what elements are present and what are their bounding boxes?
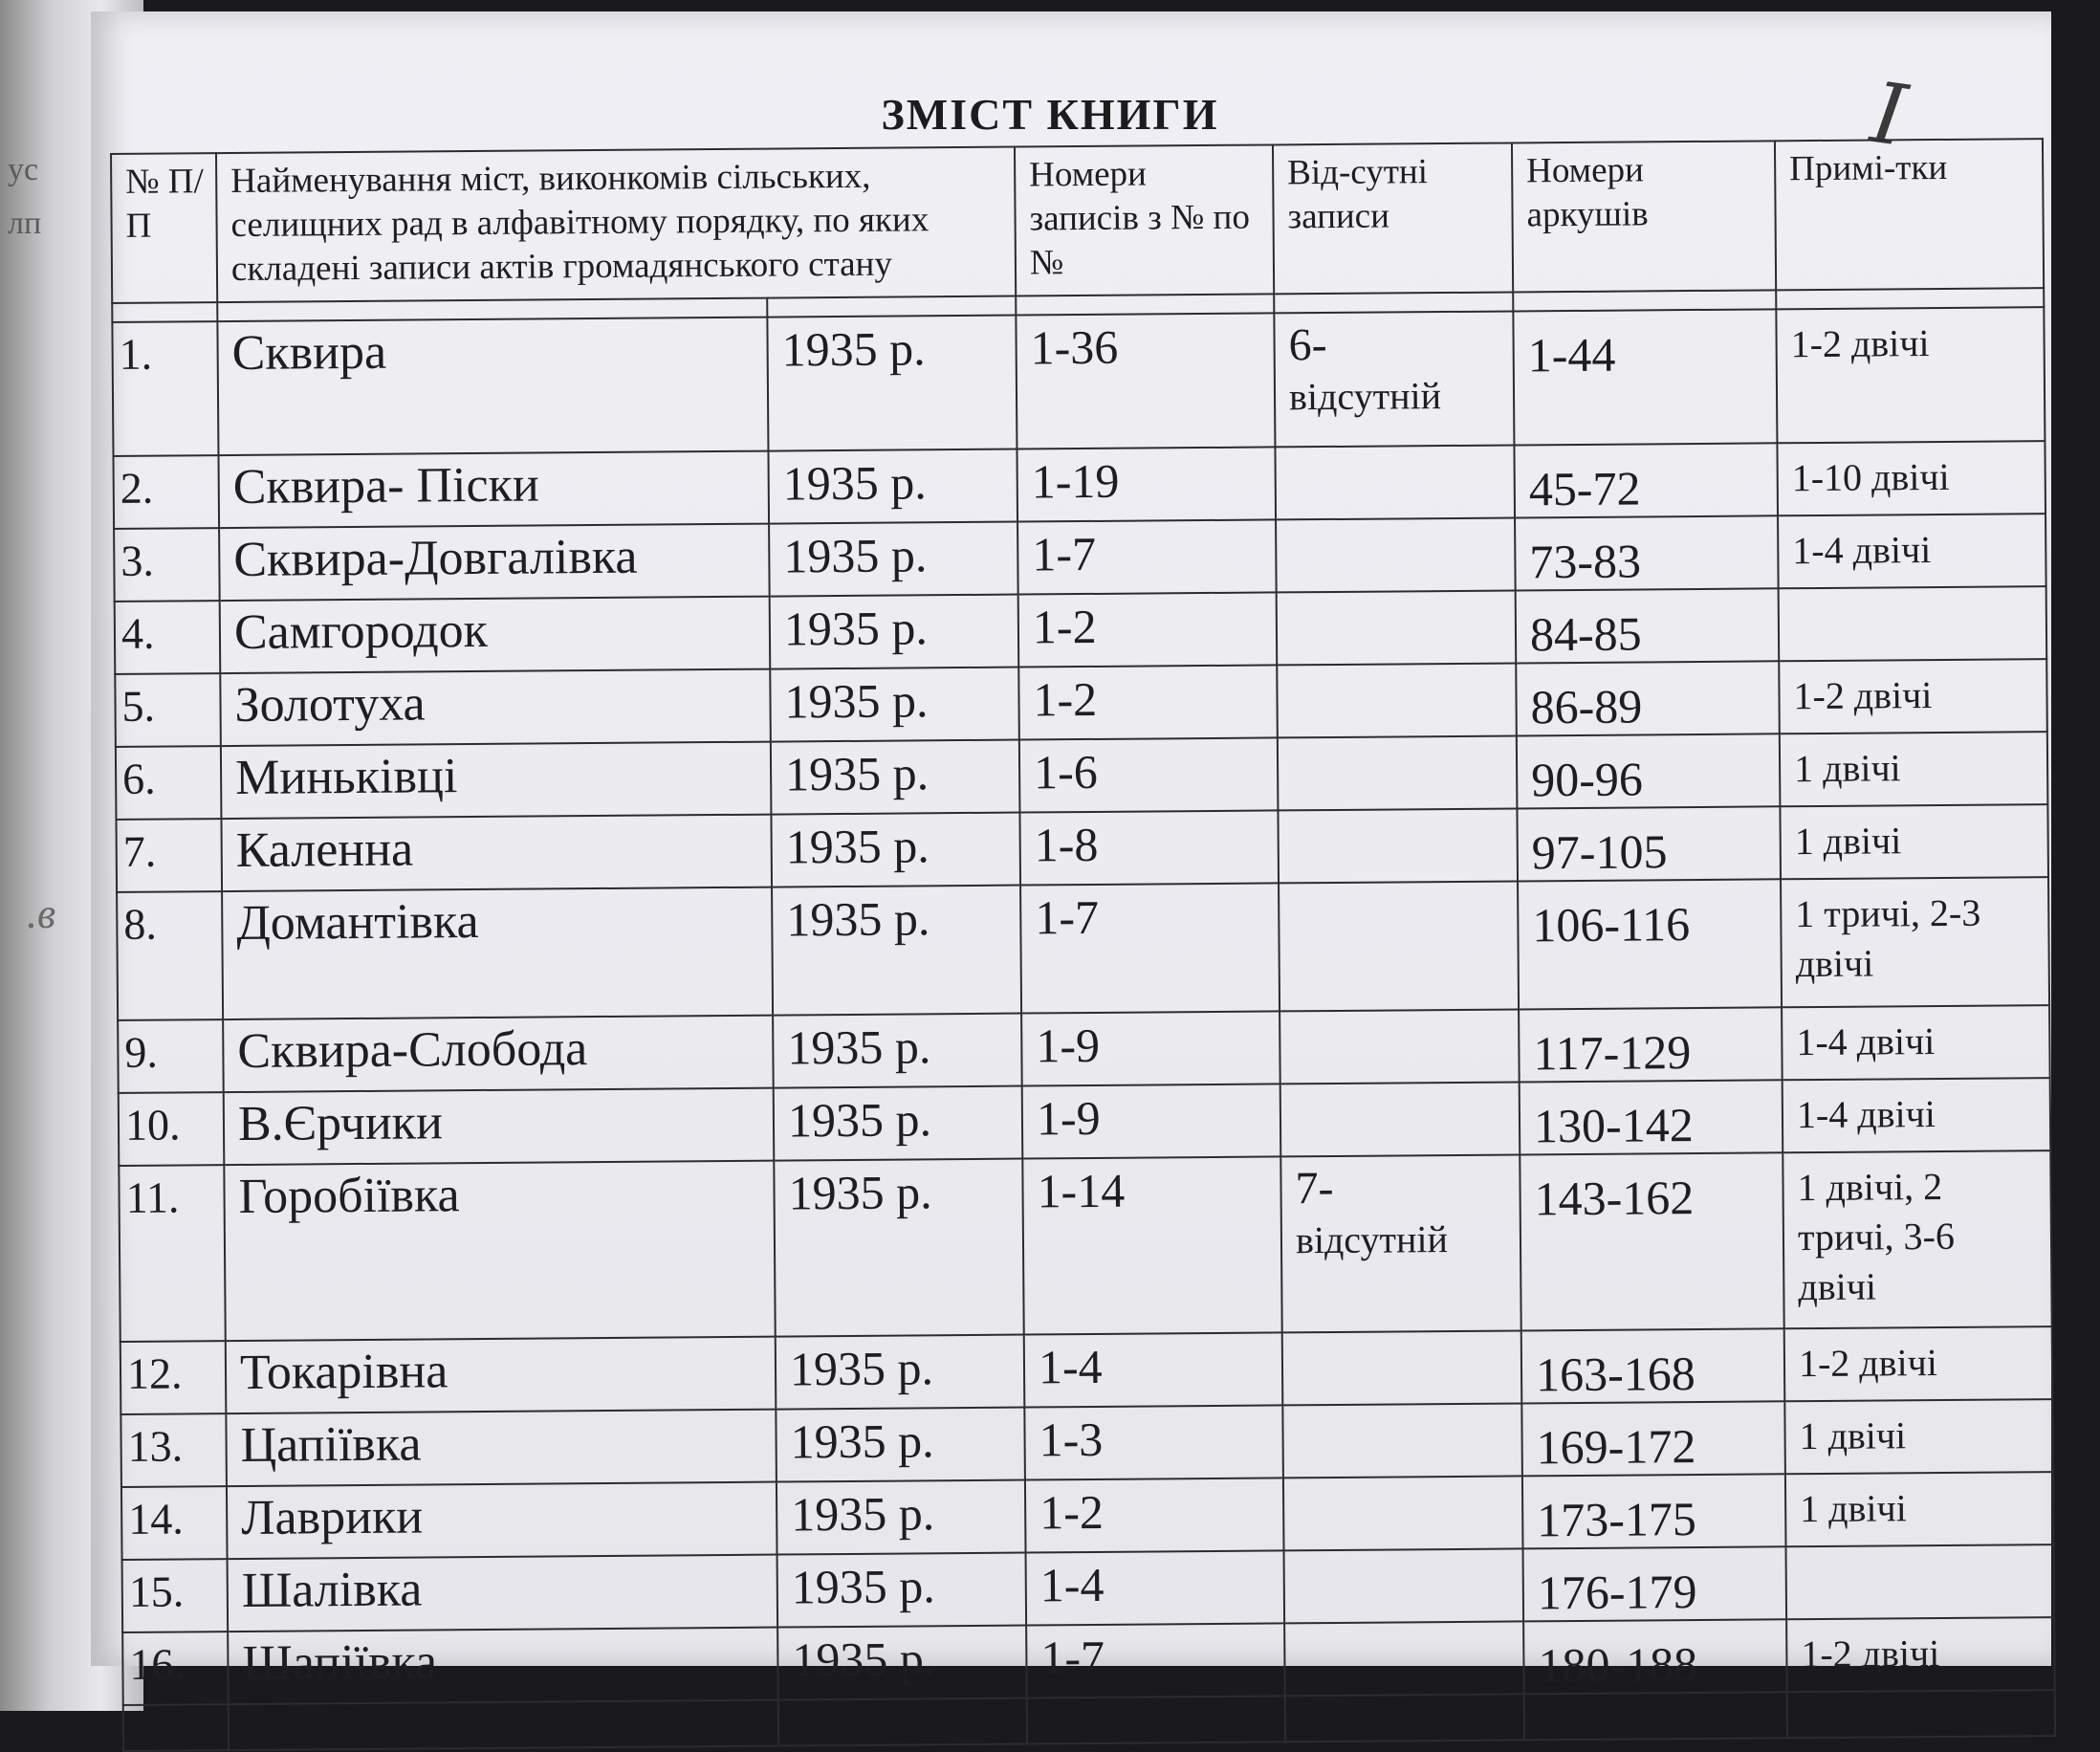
row-missing xyxy=(1280,1009,1520,1084)
row-num: 3. xyxy=(114,528,220,602)
row-missing-sub xyxy=(1291,596,1505,598)
row-year: 1935 р. xyxy=(776,1335,1025,1410)
row-notes: 1-4 двічі xyxy=(1783,1078,2051,1152)
contents-table xyxy=(110,138,2056,1752)
row-missing-sub xyxy=(1294,1015,1508,1017)
row-year: 1935 р. xyxy=(769,522,1018,597)
row-name: Шалівка xyxy=(228,1555,778,1632)
row-num: 2. xyxy=(113,455,219,529)
left-margin-marks xyxy=(8,143,41,251)
row-sheets: 84-85 xyxy=(1516,588,1780,663)
row-records: 1-4 xyxy=(1024,1332,1283,1407)
row-sheets: 45-72 xyxy=(1514,443,1778,517)
row-missing xyxy=(1282,1403,1522,1478)
header-num: № П/П xyxy=(111,153,217,303)
row-records: 1-7 xyxy=(1020,883,1280,1013)
row-notes: 1-2 двічі xyxy=(1784,1326,2053,1401)
row-year: 1935 р. xyxy=(777,1626,1027,1700)
row-sheets: 176-179 xyxy=(1523,1546,1787,1621)
row-records: 1-14 xyxy=(1022,1156,1281,1334)
row-num: 14. xyxy=(121,1486,228,1560)
row-num: 8. xyxy=(117,891,223,1020)
row-records: 1-2 xyxy=(1018,592,1278,667)
row-sheets: 163-168 xyxy=(1521,1328,1785,1403)
row-sheets: 117-129 xyxy=(1519,1007,1783,1082)
row-records: 1-4 xyxy=(1026,1550,1285,1625)
row-num: 1. xyxy=(112,321,218,456)
header-records: Номери записів з № по № xyxy=(1015,144,1274,296)
row-sheets: 143-162 xyxy=(1520,1152,1783,1330)
row-name: Самгородок xyxy=(220,597,771,674)
row-missing xyxy=(1279,881,1519,1011)
row-notes: 1-10 двічі xyxy=(1777,441,2045,515)
row-num: 7. xyxy=(116,819,222,892)
row-name: Цапіївка xyxy=(226,1410,777,1487)
row-year: 1935 р. xyxy=(770,668,1019,742)
row-missing xyxy=(1280,1082,1520,1156)
row-missing-sub xyxy=(1297,1409,1511,1411)
row-name: Сквира xyxy=(217,318,768,456)
row-num: 16. xyxy=(122,1632,229,1705)
header-notes: Примі-тки xyxy=(1775,139,2044,290)
row-sheets: 90-96 xyxy=(1517,734,1781,808)
row-records: 1-2 xyxy=(1018,665,1278,739)
row-records: 1-19 xyxy=(1017,447,1276,521)
row-name: Домантівка xyxy=(222,887,773,1020)
row-num: 15. xyxy=(122,1559,229,1632)
row-records: 1-9 xyxy=(1022,1084,1281,1158)
row-name: Золотуха xyxy=(220,669,771,747)
row-year: 1935 р. xyxy=(772,886,1021,1016)
row-missing-sub xyxy=(1292,741,1506,743)
row-num: 12. xyxy=(120,1341,227,1414)
row-name: Горобіївка xyxy=(224,1161,775,1342)
row-records: 1-7 xyxy=(1026,1623,1285,1697)
row-year: 1935 р. xyxy=(770,595,1019,669)
row-records: 1-6 xyxy=(1019,737,1279,812)
row-missing xyxy=(1284,1621,1524,1696)
left-margin-mark: лп xyxy=(8,206,42,241)
table-row xyxy=(117,877,2049,1020)
row-notes: 1-2 двічі xyxy=(1786,1617,2055,1692)
row-sheets: 97-105 xyxy=(1517,806,1781,881)
left-margin-mark-bottom: .в xyxy=(27,890,56,937)
page-number-mark: I xyxy=(1866,63,1913,165)
row-name: Шапіївка xyxy=(228,1628,778,1705)
header-missing: Від-сутні записи xyxy=(1273,142,1513,294)
row-missing-sub xyxy=(1295,1087,1509,1089)
row-sheets: 106-116 xyxy=(1518,879,1782,1009)
row-name: Лаврики xyxy=(227,1482,777,1560)
row-missing xyxy=(1278,808,1518,883)
row-year: 1935 р. xyxy=(767,316,1017,451)
row-num: 6. xyxy=(116,746,222,820)
row-missing-sub xyxy=(1297,1336,1511,1338)
row-year: 1935 р. xyxy=(771,813,1020,887)
row-name: Сквира-Слобода xyxy=(223,1016,774,1093)
row-missing xyxy=(1274,311,1514,447)
row-missing-sub xyxy=(1299,1554,1513,1556)
row-sheets: 86-89 xyxy=(1516,661,1780,735)
row-records: 1-8 xyxy=(1019,810,1279,885)
row-year: 1935 р. xyxy=(771,740,1020,815)
row-name: Каленна xyxy=(221,815,772,892)
row-records: 1-9 xyxy=(1021,1011,1280,1085)
row-missing xyxy=(1283,1476,1523,1550)
row-records: 1-3 xyxy=(1024,1405,1283,1479)
row-year: 1935 р. xyxy=(776,1408,1025,1482)
header-sheets: Номери аркушів xyxy=(1512,141,1776,292)
row-missing-sub xyxy=(1290,523,1504,525)
table-row xyxy=(119,1150,2051,1342)
row-name: Сквира- Піски xyxy=(218,451,769,529)
row-notes: 1 двічі xyxy=(1785,1472,2054,1546)
row-missing xyxy=(1277,663,1517,737)
row-notes: 1 двічі xyxy=(1780,732,2048,806)
row-missing xyxy=(1275,445,1515,519)
row-records: 1-36 xyxy=(1016,313,1275,449)
row-num: 5. xyxy=(115,673,221,747)
row-sheets: 130-142 xyxy=(1520,1080,1783,1154)
left-margin-mark: ус xyxy=(8,152,39,187)
row-notes xyxy=(1779,586,2047,661)
row-missing-sub xyxy=(1299,1627,1513,1629)
row-missing-value: 6- xyxy=(1288,319,1327,371)
row-name: В.Єрчики xyxy=(224,1088,775,1166)
row-missing-sub: відсутній xyxy=(1288,374,1442,419)
row-sheets: 73-83 xyxy=(1515,515,1779,590)
row-num: 4. xyxy=(115,601,221,674)
row-sheets: 173-175 xyxy=(1522,1474,1786,1548)
row-name: Миньківці xyxy=(221,742,772,820)
row-year: 1935 р. xyxy=(768,449,1017,524)
contents-rows xyxy=(112,307,2055,1751)
row-notes xyxy=(1785,1544,2054,1619)
row-missing-sub xyxy=(1292,814,1506,816)
header-name: Найменування міст, виконкомів сільських, селищних рад в алфавітному порядку, по яких складені записи актів громадянського стану xyxy=(216,147,1016,303)
row-missing xyxy=(1284,1548,1524,1623)
row-sheets: 180-188 xyxy=(1523,1619,1787,1694)
row-missing-sub xyxy=(1293,887,1507,888)
row-year: 1935 р. xyxy=(774,1159,1023,1337)
row-notes: 1-2 двічі xyxy=(1779,659,2047,734)
row-notes: 1 двічі xyxy=(1780,804,2048,879)
row-year: 1935 р. xyxy=(777,1553,1027,1628)
row-missing xyxy=(1276,517,1516,592)
row-missing-value: 7- xyxy=(1295,1162,1334,1215)
row-records: 1-2 xyxy=(1025,1478,1284,1552)
row-notes: 1 тричі, 2-3 двічі xyxy=(1781,877,2049,1007)
row-name: Сквира-Довгалівка xyxy=(219,524,770,602)
row-notes: 1 двічі, 2 тричі, 3-6 двічі xyxy=(1783,1150,2051,1328)
row-records: 1-7 xyxy=(1017,519,1277,594)
row-missing-sub xyxy=(1298,1481,1512,1483)
row-notes: 1-4 двічі xyxy=(1782,1005,2050,1080)
row-num: 10. xyxy=(119,1092,225,1166)
row-missing xyxy=(1282,1330,1522,1405)
row-year: 1935 р. xyxy=(773,1014,1022,1088)
page-title: ЗМІСТ КНИГИ xyxy=(881,90,1219,139)
row-missing xyxy=(1280,1154,1520,1332)
table-row xyxy=(112,307,2045,456)
row-notes: 1-4 двічі xyxy=(1778,514,2046,588)
row-sheets: 169-172 xyxy=(1521,1401,1785,1476)
row-notes: 1 двічі xyxy=(1784,1399,2053,1474)
row-missing xyxy=(1278,735,1518,810)
row-year: 1935 р. xyxy=(777,1480,1026,1555)
row-num: 9. xyxy=(118,1019,224,1093)
row-year: 1935 р. xyxy=(774,1086,1023,1161)
row-num: 13. xyxy=(120,1413,227,1487)
row-notes: 1-2 двічі xyxy=(1776,307,2045,443)
row-missing-sub: відсутній xyxy=(1295,1217,1449,1262)
row-name: Токарівна xyxy=(226,1337,777,1414)
row-sheets: 1-44 xyxy=(1513,309,1777,445)
header-row xyxy=(111,139,2044,303)
row-missing xyxy=(1277,590,1517,665)
row-missing-sub xyxy=(1291,668,1505,670)
row-missing-sub xyxy=(1289,450,1503,452)
row-num: 11. xyxy=(119,1165,225,1342)
